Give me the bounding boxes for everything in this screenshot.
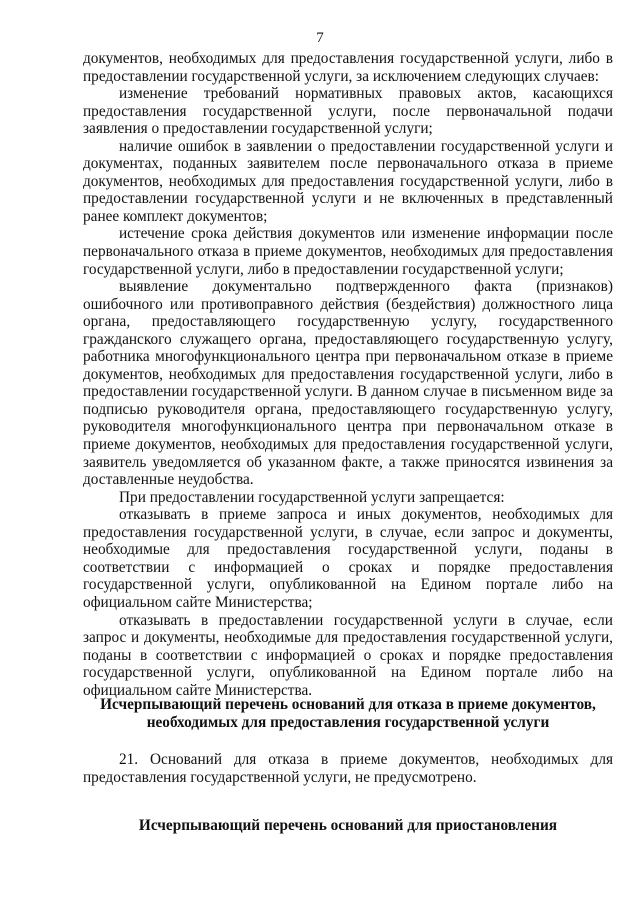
section-heading: Исчерпывающий перечень оснований для отказа в приеме документов, необходимых для предоставления государственной услуги (100, 696, 596, 731)
page-number: 7 (316, 30, 324, 46)
paragraph-exception-2: наличие ошибок в заявлении о предоставлении государственной услуги и документах, поданных заявителем после первоначального отказа в приеме документов, необходимых для предоставления государственной услуги, либо в предоставлении государственной услуги и не включенных в представленный ранее комплект документов; (83, 137, 613, 225)
next-section-heading: Исчерпывающий перечень оснований для приостановления (138, 817, 558, 834)
paragraph-exception-3: истечение срока действия документов или изменение информации после первоначального отказа в приеме документов, необходимых для предоставления государственной услуги, либо в предоставлении государственной услуги; (83, 225, 613, 278)
body-text-top (83, 50, 613, 699)
paragraph-exception-4: выявление документально подтвержденного факта (признаков) ошибочного или противоправного действия (бездействия) должностного лица органа, предоставляющего государственную услугу, государственного гражданского служащего органа, предоставляющего государственную услугу, работника многофункционального центра при первоначальном отказе в приеме документов, необходимых для предоставления государственной услуги, либо в предоставлении государственной услуги. В данном случае в письменном виде за подписью руководителя органа, предоставляющего государственную услугу, руководителя многофункционального центра при первоначальном отказе в приеме документов, необходимых для предоставления государственной услуги, заявитель уведомляется об указанном факте, а также приносятся извинения за доставленные неудобства. (83, 278, 613, 489)
paragraph-prohibited-2: отказывать в предоставлении государственной услуги в случае, если запрос и документы, необходимые для предоставления государственной услуги, поданы в соответствии с информацией о сроках и порядке предоставления государственной услуги, опубликованной на Едином портале либо на официальном сайте Министерства. (83, 611, 613, 699)
paragraph-continuation: документов, необходимых для предоставления государственной услуги, либо в предоставлении государственной услуги, за исключением следующих случаев: (83, 50, 613, 85)
paragraph-21: 21. Оснований для отказа в приеме документов, необходимых для предоставления государственной услуги, не предусмотрено. (83, 751, 613, 786)
body-text-section-21 (83, 751, 613, 786)
paragraph-prohibited-1: отказывать в приеме запроса и иных документов, необходимых для предоставления государственной услуги, в случае, если запрос и документы, необходимые для предоставления государственной услуги, поданы в соответствии с информацией о сроках и порядке предоставления государственной услуги, опубликованной на Едином портале либо на официальном сайте Министерства; (83, 506, 613, 611)
paragraph-prohibited-intro: При предоставлении государственной услуги запрещается: (119, 488, 505, 506)
paragraph-exception-1: изменение требований нормативных правовых актов, касающихся предоставления государственной услуги, после первоначальной подачи заявления о предоставлении государственной услуги; (83, 85, 613, 138)
